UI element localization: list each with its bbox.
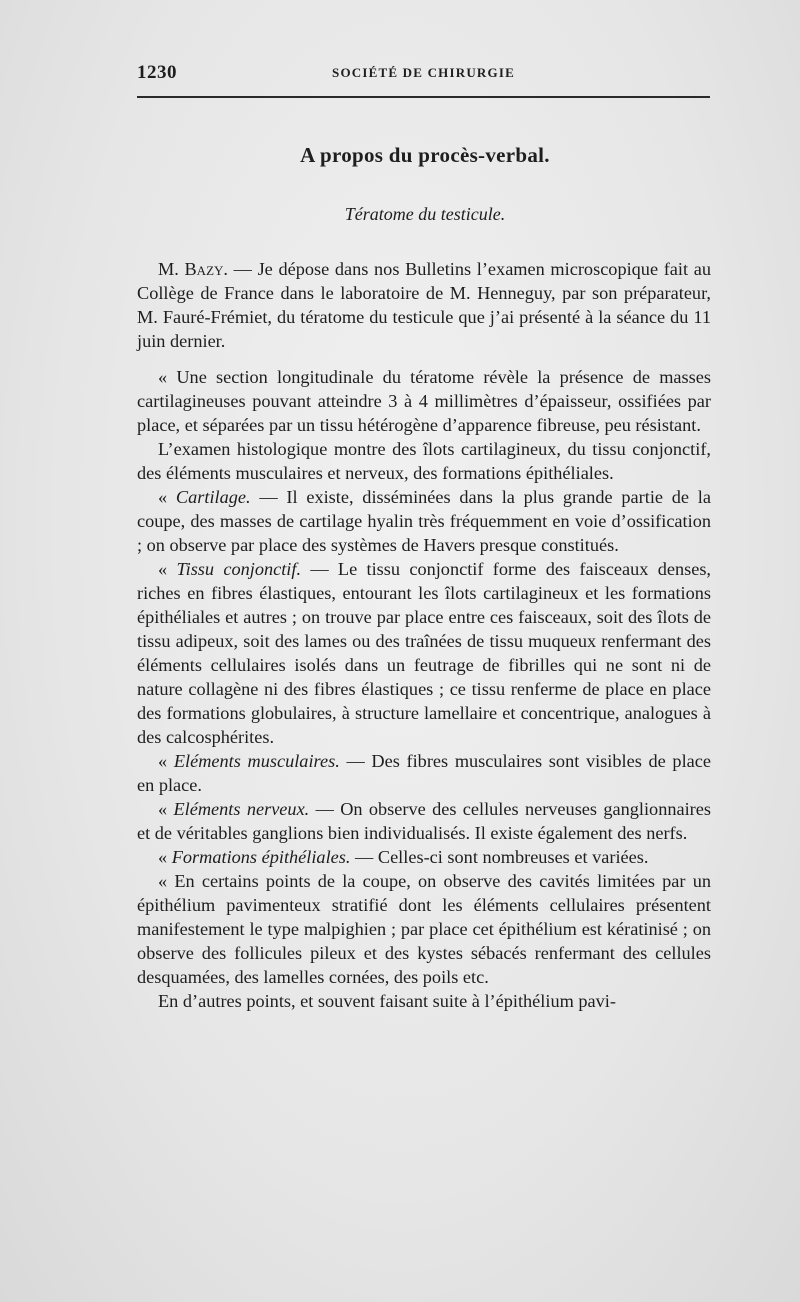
paragraph-text: « Une section longitudinale du tératome révèle la présence de masses cartilagineuses pouvant atteindre 3 à 4 millimètres d’épaisseur, ossifiées par place, et séparées par un tissu hétérogène d’apparence fibreuse, peu résistant. bbox=[137, 367, 711, 435]
journal-title: SOCIÉTÉ DE CHIRURGIE bbox=[332, 65, 515, 80]
paragraph-histology bbox=[137, 437, 711, 485]
subtitle: Tératome du testicule. bbox=[344, 204, 506, 224]
section-title: A propos du procès-verbal. bbox=[300, 143, 550, 167]
paragraph-epithelial bbox=[137, 845, 711, 869]
paragraph-label: Eléments nerveux. bbox=[173, 799, 310, 819]
paragraph-label: Eléments musculaires. bbox=[173, 751, 340, 771]
paragraph-text: L’examen histologique montre des îlots cartilagineux, du tissu conjonctif, des éléments musculaires et nerveux, des formations épithéliales. bbox=[137, 439, 711, 483]
paragraph-text: « En certains points de la coupe, on observe des cavités limitées par un épithélium pavimenteux stratifié dont les éléments cellulaires présentent manifestement le type malpighien ; par place cet épithélium est kératinisé ; on observe des follicules pileux et des kystes sébacés renfermant des cellules desquamées, des lamelles cornées, des poils etc. bbox=[137, 871, 711, 987]
page-number: 1230 bbox=[137, 62, 177, 83]
paragraph-muscle bbox=[137, 749, 711, 797]
paragraph-cavities bbox=[137, 869, 711, 989]
paragraph-connective-tissue bbox=[137, 557, 711, 749]
paragraph-label: Tissu conjonctif. bbox=[176, 559, 302, 579]
paragraph-section-description bbox=[137, 365, 711, 437]
paragraph-continuation bbox=[137, 989, 711, 1013]
paragraph-text: — Il existe, disséminées dans la plus grande partie de la coupe, des masses de cartilage hyalin très fréquemment en voie d’ossification ; on observe par place des systèmes de Havers presque constitués. bbox=[137, 487, 711, 555]
paragraph-cartilage bbox=[137, 485, 711, 557]
speaker-name: M. Bazy. bbox=[158, 259, 228, 279]
header-rule bbox=[137, 96, 710, 98]
paragraph-text: — Celles-ci sont nombreuses et variées. bbox=[350, 847, 649, 867]
paragraph-text: — On observe des cellules nerveuses ganglionnaires et de véritables ganglions bien individualisés. Il existe également des nerfs. bbox=[137, 799, 711, 843]
body-text bbox=[137, 257, 711, 1013]
quote-mark: « bbox=[158, 847, 172, 867]
paragraph-text: En d’autres points, et souvent faisant suite à l’épithélium pavi- bbox=[158, 991, 616, 1011]
quote-mark: « bbox=[158, 559, 177, 579]
paragraph-nerve bbox=[137, 797, 711, 845]
paragraph-text: — Le tissu conjonctif forme des faisceaux denses, riches en fibres élastiques, entourant les îlots cartilagineux et les formations épithéliales et autres ; on trouve par place entre ces faisceaux, soit des îlots de tissu adipeux, soit des lames ou des traînées de tissu muqueux renfermant des éléments cellulaires isolés dans un feutrage de fibrilles qui ne sont ni de nature collagène ni des fibres élastiques ; ce tissu renferme de place en place des formations globulaires, à structure lamellaire et concentrique, analogues à des calcosphérites. bbox=[137, 559, 711, 747]
paragraph-text: — Des fibres musculaires sont visibles de place en place. bbox=[137, 751, 711, 795]
paragraph-intro bbox=[137, 257, 711, 353]
paragraph-text: — Je dépose dans nos Bulletins l’examen microscopique fait au Collège de France dans le laboratoire de M. Henneguy, par son préparateur, M. Fauré-Frémiet, du tératome du testicule que j’ai présenté à la séance du 11 juin dernier. bbox=[137, 259, 711, 351]
quote-mark: « bbox=[158, 487, 176, 507]
paragraph-label: Formations épithéliales. bbox=[171, 847, 351, 867]
quote-mark: « bbox=[158, 799, 174, 819]
quote-mark: « bbox=[158, 751, 174, 771]
running-head bbox=[137, 62, 710, 82]
paragraph-label: Cartilage. bbox=[175, 487, 251, 507]
